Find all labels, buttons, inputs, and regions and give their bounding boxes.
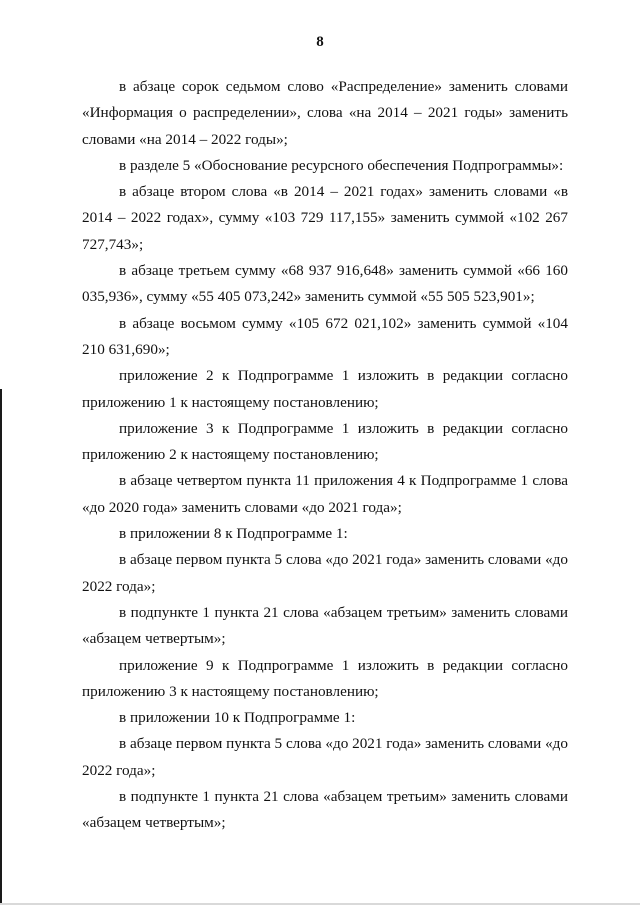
paragraph: приложение 9 к Подпрограмме 1 изложить в редакции согласно приложению 3 к настоящему постановлению; (82, 656, 568, 700)
paragraph: в подпункте 1 пункта 21 слова «абзацем третьим» заменить словами «абзацем четвертым»; (82, 788, 568, 832)
paragraph: в приложении 8 к Подпрограмме 1: (119, 525, 348, 543)
paragraph: в разделе 5 «Обоснование ресурсного обеспечения Подпрограммы»: (119, 156, 564, 174)
paragraph: в абзаце восьмом сумму «105 672 021,102» заменить суммой «104 210 631,690»; (82, 314, 568, 358)
paragraph: в абзаце сорок седьмом слово «Распределение» заменить словами «Информация о распределении», слова «на 2014 – 2021 годы» заменить словами «на 2014 – 2022 годы»; (82, 78, 568, 148)
paragraph: приложение 3 к Подпрограмме 1 изложить в редакции согласно приложению 2 к настоящему постановлению; (82, 419, 568, 464)
paragraph: в абзаце третьем сумму «68 937 916,648» заменить суммой «66 160 035,936», сумму «55 405 073,242» заменить суммой «55 505 523,901»; (82, 262, 568, 306)
paragraph: в абзаце первом пункта 5 слова «до 2021 года» заменить словами «до 2022 года»; (82, 735, 568, 779)
paragraph: приложение 2 к Подпрограмме 1 изложить в редакции согласно приложению 1 к настоящему постановлению; (82, 367, 568, 411)
scan-edge-line (0, 389, 2, 905)
paragraph: в абзаце втором слова «в 2014 – 2021 годах» заменить словами «в 2014 – 2022 годах», сумму «103 729 117,155» заменить суммой «102 267 727,743»; (82, 183, 568, 253)
page-number: 8 (316, 34, 324, 50)
paragraph: в абзаце первом пункта 5 слова «до 2021 года» заменить словами «до 2022 года»; (82, 551, 568, 595)
paragraph: в абзаце четвертом пункта 11 приложения 4 к Подпрограмме 1 слова «до 2020 года» заменить словами «до 2021 года»; (82, 472, 568, 516)
paragraph: в приложении 10 к Подпрограмме 1: (119, 709, 356, 727)
paragraph: в подпункте 1 пункта 21 слова «абзацем третьим» заменить словами «абзацем четвертым»; (82, 603, 568, 648)
document-body (82, 74, 568, 837)
